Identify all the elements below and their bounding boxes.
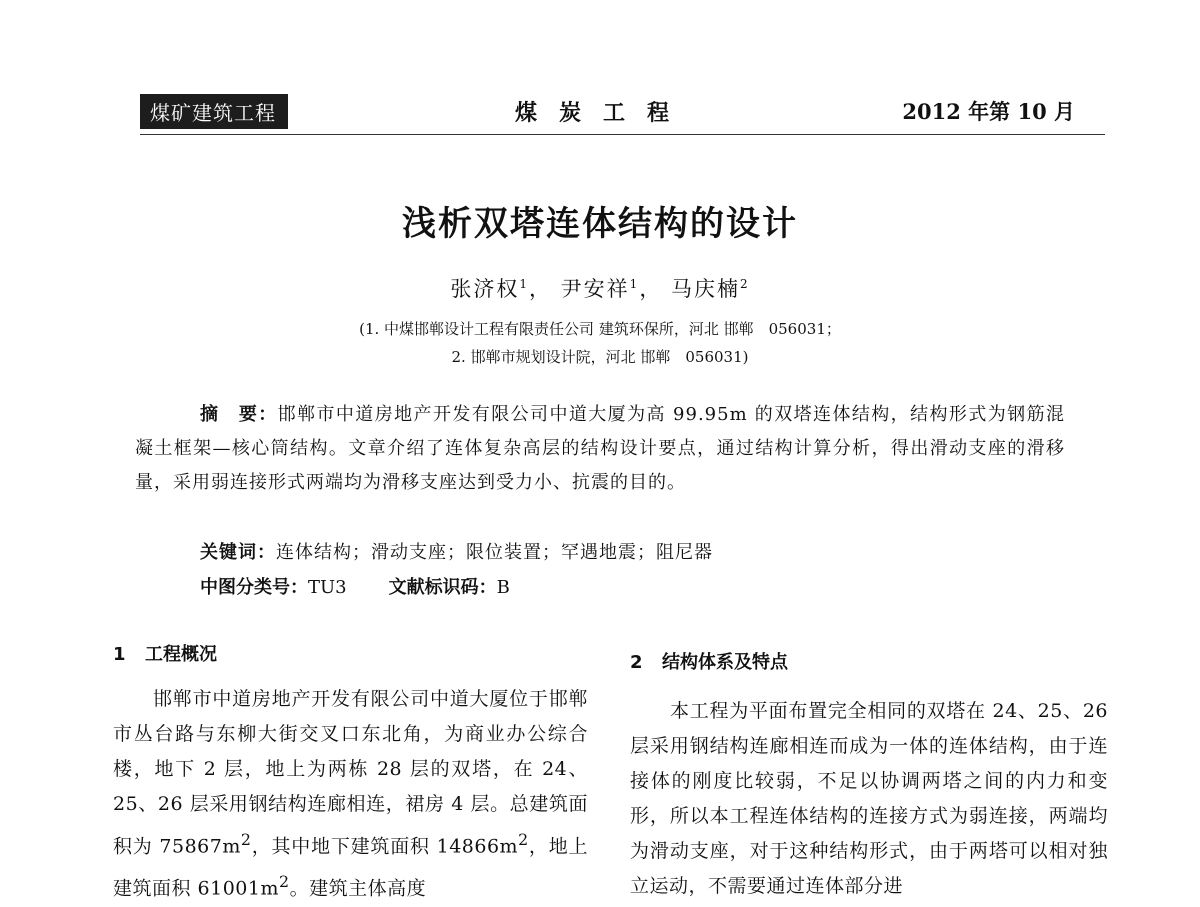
author-affiliation-mark: 1 [629,277,640,291]
section-1-heading [113,640,217,666]
section-2-body [630,694,1108,904]
classification-line [200,573,510,599]
paragraph-text: ，地上建筑面积 61001m [113,835,588,900]
paragraph [113,682,588,907]
author-name: 尹安祥 [560,277,630,301]
abstract-text: 邯郸市中道房地产开发有限公司中道大厦为高 99.95m 的双塔连体结构，结构形式为钢筋混凝土框架—核心筒结构。文章介绍了连体复杂高层的结构设计要点，通过结构计算分析，得出滑动支座的滑移量，采用弱连接形式两端均为滑移支座达到受力小、抗震的目的。 [135,404,1065,493]
header-rule [140,134,1105,135]
doc-code-value: B [496,577,510,598]
superscript: 2 [240,830,252,849]
section-tag: 煤矿建筑工程 [140,94,288,129]
superscript: 2 [279,872,290,892]
keywords-label: 关键词： [200,542,276,563]
page-header [140,88,1105,136]
paragraph-text: 邯郸市中道房地产开发有限公司中道大厦位于邯郸市丛台路与东柳大街交叉口东北角，为商业办公综合楼，地下 2 层，地上为两栋 28 层的双塔，在 24、25、26 层采用钢结构连廊相连，裙房 4 层。总建筑面积为 75867m [113,688,588,858]
article-title: 浅析双塔连体结构的设计 [402,204,798,244]
section-1-body [113,682,588,907]
paragraph-text: ，其中地下建筑面积 14866m [251,835,519,858]
author-affiliation-mark: 1 [519,277,529,291]
keywords [200,538,713,564]
author-affiliation-mark: 2 [740,277,750,291]
abstract-label: 摘 要： [200,404,278,425]
affiliation-2: 2. 邯郸市规划设计院，河北 邯郸 056031) [451,348,749,366]
keywords-text: 连体结构；滑动支座；限位装置；罕遇地震；阻尼器 [276,542,713,563]
affiliation-1: (1. 中煤邯郸设计工程有限责任公司 建筑环保所，河北 邯郸 056031； [359,320,841,338]
journal-name: 煤炭工程 [515,100,692,126]
author-name: 马庆楠 [671,277,740,301]
superscript: 2 [518,830,529,849]
section-2-heading [630,648,788,674]
author-list: 张济权$^1$， 尹安祥$^1$， 马庆楠$^2$ [450,277,750,301]
paragraph: 本工程为平面布置完全相同的双塔在 24、25、26 层采用钢结构连廊相连而成为一体的连体结构，由于连接体的刚度比较弱，不足以协调两塔之间的内力和变形，所以本工程连体结构的连接方式为弱连接，两端均为滑动支座，对于这种结构形式，由于两塔可以相对独立运动，不需要通过连体部分进 [630,700,1108,897]
author-name: 张济权 [450,277,520,301]
section-number: 2 [630,652,643,673]
clc-value: TU3 [308,577,347,598]
doc-code-label: 文献标识码： [388,577,497,598]
section-title: 结构体系及特点 [662,652,788,673]
section-number: 1 [113,644,126,665]
paragraph-text: 。建筑主体高度 [289,877,427,900]
abstract [135,398,1065,500]
clc-label: 中图分类号： [200,577,308,598]
section-title: 工程概况 [145,644,217,665]
issue-info: 2012 年第 10 月 [902,99,1075,124]
